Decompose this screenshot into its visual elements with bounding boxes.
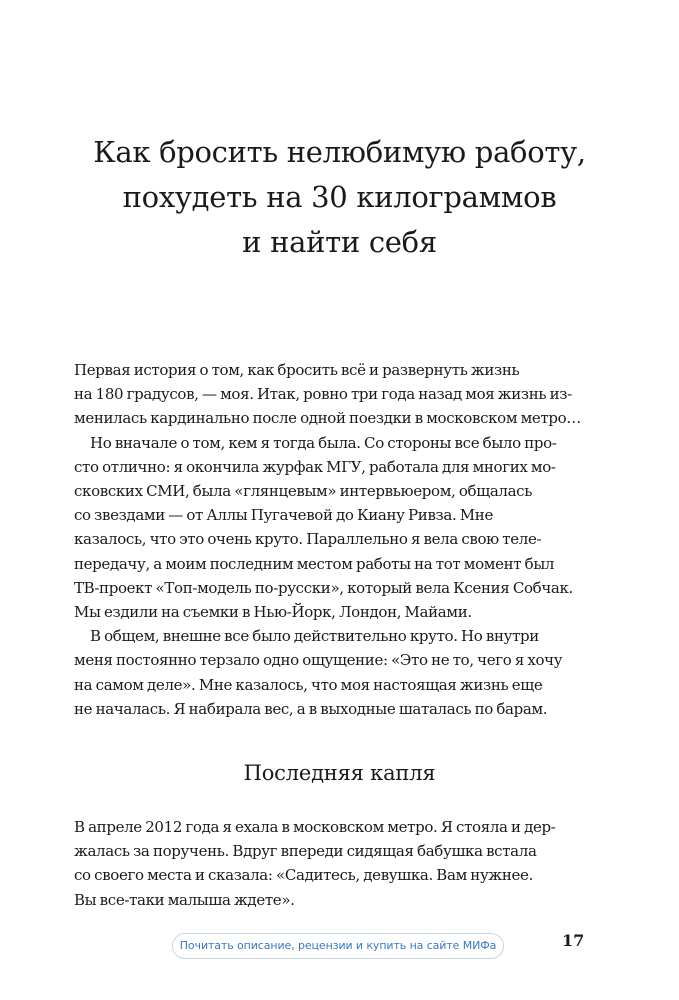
intro-text — [74, 358, 614, 721]
section-text — [74, 815, 614, 912]
text-line: жалась за поручень. Вдруг впереди сидящая бабушка встала — [74, 842, 537, 861]
section-heading: Последняя капля — [243, 761, 436, 785]
chapter-title-line: похудеть на 30 килограммов — [122, 180, 557, 214]
text-line: на 180 градусов, — моя. Итак, ровно три года назад моя жизнь из- — [74, 385, 572, 404]
text-line: сто отлично: я окончила журфак МГУ, работала для многих мо- — [74, 457, 556, 476]
text-line: ТВ-проект «Топ-модель по-русски», который вела Ксения Собчак. — [74, 578, 573, 597]
text-line: не началась. Я набирала вес, а в выходные шаталась по барам. — [74, 699, 548, 718]
chapter-title-line: и найти себя — [242, 225, 437, 259]
text-line: со звездами — от Аллы Пугачевой до Киану Ривза. Мне — [74, 506, 493, 525]
text-line: В апреле 2012 года я ехала в московском метро. Я стояла и дер- — [74, 818, 556, 836]
text-line: сковских СМИ, была «глянцевым» интервьюером, общалась — [74, 482, 533, 501]
text-line: Первая история о том, как бросить всё и развернуть жизнь — [74, 361, 520, 379]
buy-book-link[interactable]: Почитать описание, рецензии и купить на сайте МИФа — [172, 933, 504, 959]
text-line: менилась кардинально после одной поездки в московском метро… — [74, 409, 581, 428]
page-number: 17 — [562, 931, 585, 950]
chapter-title-line: Как бросить нелюбимую работу, — [93, 135, 586, 169]
text-line: Вы все-таки малыша ждете». — [74, 890, 295, 909]
chapter-title — [0, 130, 679, 265]
text-line: Но вначале о том, кем я тогда была. Со стороны все было про- — [90, 433, 557, 452]
text-line: на самом деле». Мне казалось, что моя настоящая жизнь еще — [74, 675, 543, 694]
text-line: Мы ездили на съемки в Нью-Йорк, Лондон, Майами. — [74, 603, 472, 622]
text-line: казалось, что это очень круто. Параллельно я вела свою теле- — [74, 530, 542, 549]
text-line: со своего места и сказала: «Садитесь, девушка. Вам нужнее. — [74, 866, 534, 885]
text-line: передачу, а моим последним местом работы на тот момент был — [74, 554, 555, 573]
text-line: В общем, внешне все было действительно круто. Но внутри — [90, 627, 539, 646]
text-line: меня постоянно терзало одно ощущение: «Это не то, чего я хочу — [74, 651, 563, 670]
